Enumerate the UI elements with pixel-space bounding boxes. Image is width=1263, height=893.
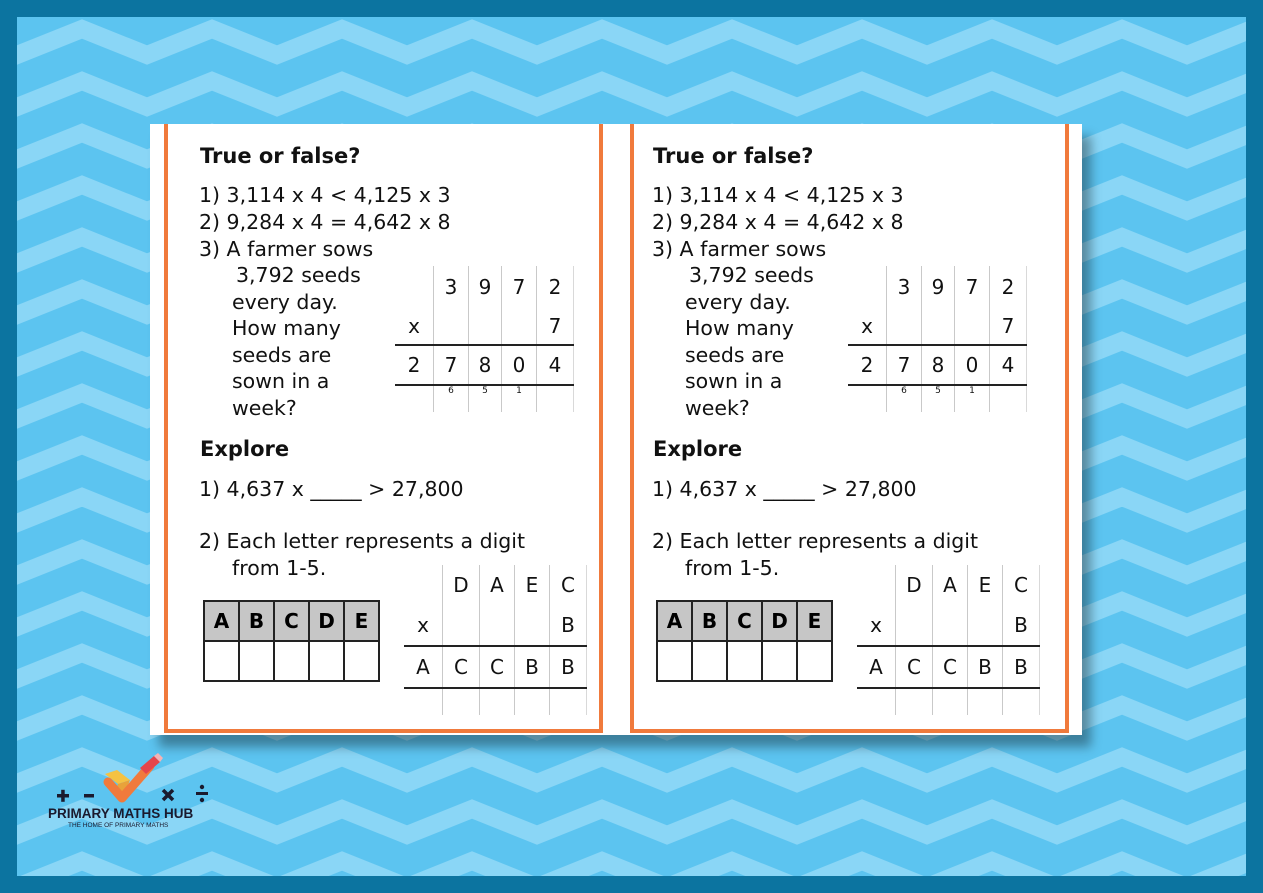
logo-tagline: THE HOME OF PRIMARY MATHS bbox=[68, 822, 169, 829]
letter-digit-table bbox=[656, 600, 833, 682]
grid-cell: 0 bbox=[502, 345, 537, 385]
grid-cell: 2 bbox=[848, 345, 887, 385]
answer-cell[interactable] bbox=[309, 641, 344, 681]
answer-cell[interactable] bbox=[239, 641, 274, 681]
carry-digit: 1 bbox=[955, 385, 990, 412]
question-2: 2) 9,284 x 4 = 4,642 x 8 bbox=[652, 210, 904, 234]
answer-cell[interactable] bbox=[762, 641, 797, 681]
letter-header-cell: A bbox=[657, 601, 692, 641]
grid-cell: D bbox=[443, 565, 480, 605]
multiply-icon bbox=[163, 790, 173, 800]
letter-header-cell: C bbox=[727, 601, 762, 641]
grid-cell: B bbox=[1003, 646, 1040, 688]
answer-cell[interactable] bbox=[550, 688, 587, 715]
letter-header-cell: D bbox=[762, 601, 797, 641]
answer-cell[interactable] bbox=[344, 641, 379, 681]
grid-cell: C bbox=[480, 646, 515, 688]
grid-cell: x bbox=[857, 605, 896, 646]
grid-cell: x bbox=[848, 308, 887, 345]
carry-digit bbox=[537, 385, 574, 412]
letter-header-cell: B bbox=[239, 601, 274, 641]
grid-cell: 7 bbox=[990, 308, 1027, 345]
grid-cell bbox=[434, 308, 469, 345]
multiplication-grid-2 bbox=[404, 565, 587, 715]
letter-header-cell: A bbox=[204, 601, 239, 641]
grid-cell: 0 bbox=[955, 345, 990, 385]
grid-cell: x bbox=[395, 308, 434, 345]
grid-cell: D bbox=[896, 565, 933, 605]
letter-header-cell: C bbox=[274, 601, 309, 641]
grid-cell: 7 bbox=[955, 266, 990, 308]
grid-cell bbox=[515, 605, 550, 646]
letter-header-cell: B bbox=[692, 601, 727, 641]
answer-cell[interactable] bbox=[515, 688, 550, 715]
chevron-stripe bbox=[17, 81, 1246, 107]
explore-question-2-line1: 2) Each letter represents a digit bbox=[199, 529, 526, 553]
question-3-intro: 3) A farmer sows bbox=[199, 237, 374, 261]
grid-cell bbox=[502, 308, 537, 345]
answer-cell[interactable] bbox=[443, 688, 480, 715]
answer-cell[interactable] bbox=[896, 688, 933, 715]
grid-cell: B bbox=[1003, 605, 1040, 646]
grid-cell bbox=[469, 308, 502, 345]
grid-cell bbox=[933, 605, 968, 646]
letter-digit-table bbox=[203, 600, 380, 682]
grid-cell bbox=[480, 605, 515, 646]
question-1: 1) 3,114 x 4 < 4,125 x 3 bbox=[199, 183, 451, 207]
grid-cell bbox=[404, 565, 443, 605]
carry-digit: 5 bbox=[922, 385, 955, 412]
answer-cell[interactable] bbox=[968, 688, 1003, 715]
question-3-line: 3,792 seeds bbox=[689, 263, 814, 287]
grid-cell: 4 bbox=[990, 345, 1027, 385]
grid-cell bbox=[395, 266, 434, 308]
grid-cell: x bbox=[404, 605, 443, 646]
answer-cell[interactable] bbox=[727, 641, 762, 681]
grid-cell bbox=[968, 605, 1003, 646]
explore-question-1: 1) 4,637 x _____ > 27,800 bbox=[652, 477, 917, 501]
multiplication-grid-2 bbox=[857, 565, 1040, 715]
grid-cell: A bbox=[404, 646, 443, 688]
question-1: 1) 3,114 x 4 < 4,125 x 3 bbox=[652, 183, 904, 207]
grid-cell: B bbox=[968, 646, 1003, 688]
grid-cell: A bbox=[480, 565, 515, 605]
grid-cell: 9 bbox=[922, 266, 955, 308]
plus-icon bbox=[57, 790, 69, 802]
explore-question-2-line2: from 1-5. bbox=[232, 556, 327, 580]
grid-cell bbox=[887, 308, 922, 345]
chevron-stripe bbox=[17, 861, 1246, 876]
divide-icon bbox=[196, 785, 208, 802]
grid-cell: 3 bbox=[887, 266, 922, 308]
question-3-line: 3,792 seeds bbox=[236, 263, 361, 287]
carry-digit bbox=[990, 385, 1027, 412]
question-3-line: How many bbox=[232, 316, 341, 340]
answer-cell[interactable] bbox=[404, 688, 443, 715]
logo-name: PRIMARY MATHS HUB bbox=[48, 806, 194, 821]
grid-cell: E bbox=[968, 565, 1003, 605]
letter-header-cell: E bbox=[797, 601, 832, 641]
question-3-line: sown in a bbox=[232, 369, 330, 393]
question-3-line: every day. bbox=[685, 289, 791, 314]
true-false-heading: True or false? bbox=[200, 144, 361, 168]
grid-cell: 2 bbox=[537, 266, 574, 308]
grid-cell bbox=[848, 266, 887, 308]
grid-cell: 3 bbox=[434, 266, 469, 308]
carry-digit bbox=[848, 385, 887, 412]
question-3-line: week? bbox=[685, 395, 750, 420]
carry-digit: 6 bbox=[887, 385, 922, 412]
grid-cell: B bbox=[550, 646, 587, 688]
question-3-line: every day. bbox=[232, 289, 338, 314]
grid-cell: 4 bbox=[537, 345, 574, 385]
question-3-line: How many bbox=[685, 316, 794, 340]
multiplication-grid-1 bbox=[848, 266, 1027, 412]
grid-cell bbox=[922, 308, 955, 345]
minus-icon bbox=[84, 794, 94, 798]
grid-cell: 8 bbox=[469, 345, 502, 385]
multiplication-grid-1 bbox=[395, 266, 574, 412]
grid-cell: C bbox=[1003, 565, 1040, 605]
grid-cell: B bbox=[515, 646, 550, 688]
answer-cell[interactable] bbox=[857, 688, 896, 715]
grid-cell: B bbox=[550, 605, 587, 646]
question-3-line: week? bbox=[232, 395, 297, 420]
question-3-intro: 3) A farmer sows bbox=[652, 237, 827, 261]
grid-cell: 7 bbox=[434, 345, 469, 385]
answer-cell[interactable] bbox=[692, 641, 727, 681]
grid-cell: 7 bbox=[537, 308, 574, 345]
explore-heading: Explore bbox=[653, 437, 743, 461]
carry-digit: 5 bbox=[469, 385, 502, 412]
grid-cell bbox=[443, 605, 480, 646]
answer-cell[interactable] bbox=[657, 641, 692, 681]
answer-cell[interactable] bbox=[933, 688, 968, 715]
grid-cell: 7 bbox=[502, 266, 537, 308]
grid-cell bbox=[955, 308, 990, 345]
answer-cell[interactable] bbox=[480, 688, 515, 715]
chevron-stripe bbox=[17, 29, 1246, 55]
explore-heading: Explore bbox=[200, 437, 290, 461]
grid-cell: 7 bbox=[887, 345, 922, 385]
answer-cell[interactable] bbox=[274, 641, 309, 681]
explore-question-2-line2: from 1-5. bbox=[685, 556, 780, 580]
grid-cell: 2 bbox=[990, 266, 1027, 308]
grid-cell bbox=[857, 565, 896, 605]
carry-digit bbox=[395, 385, 434, 412]
grid-cell: C bbox=[443, 646, 480, 688]
grid-cell: A bbox=[857, 646, 896, 688]
question-3-line: seeds are bbox=[232, 342, 332, 367]
explore-question-1: 1) 4,637 x _____ > 27,800 bbox=[199, 477, 464, 501]
grid-cell: A bbox=[933, 565, 968, 605]
letter-header-cell: D bbox=[309, 601, 344, 641]
grid-cell: C bbox=[550, 565, 587, 605]
question-3-line: sown in a bbox=[685, 369, 783, 393]
carry-digit: 6 bbox=[434, 385, 469, 412]
grid-cell: C bbox=[896, 646, 933, 688]
answer-cell[interactable] bbox=[204, 641, 239, 681]
grid-cell: C bbox=[933, 646, 968, 688]
true-false-heading: True or false? bbox=[653, 144, 814, 168]
question-2: 2) 9,284 x 4 = 4,642 x 8 bbox=[199, 210, 451, 234]
answer-cell[interactable] bbox=[797, 641, 832, 681]
grid-cell: 2 bbox=[395, 345, 434, 385]
grid-cell: E bbox=[515, 565, 550, 605]
explore-question-2-line1: 2) Each letter represents a digit bbox=[652, 529, 979, 553]
grid-cell: 8 bbox=[922, 345, 955, 385]
answer-cell[interactable] bbox=[1003, 688, 1040, 715]
letter-header-cell: E bbox=[344, 601, 379, 641]
carry-digit: 1 bbox=[502, 385, 537, 412]
grid-cell: 9 bbox=[469, 266, 502, 308]
question-3-line: seeds are bbox=[685, 342, 785, 367]
grid-cell bbox=[896, 605, 933, 646]
